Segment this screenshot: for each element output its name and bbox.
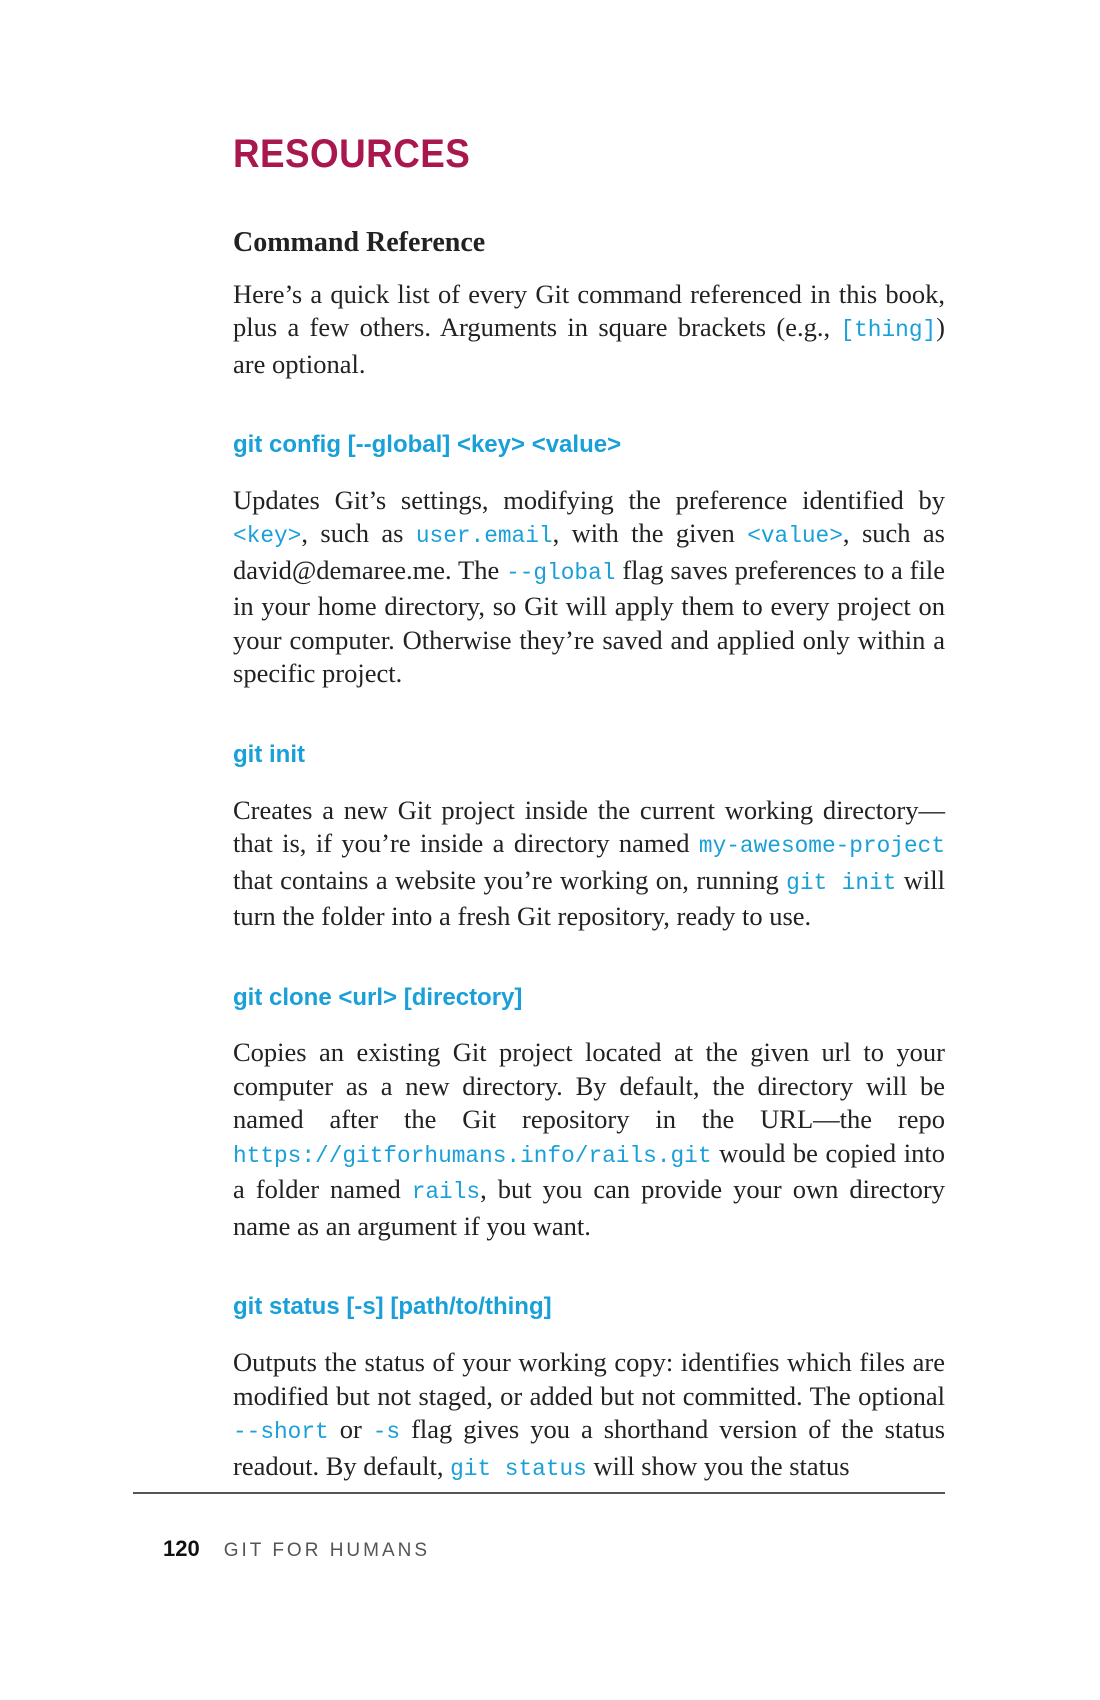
text-run: will turn the folder into a fresh Git repository, ready to use. (233, 864, 945, 932)
text-run: would be copied into a folder named (233, 1137, 945, 1205)
inline-code: --short (233, 1419, 329, 1446)
footer-divider (133, 1492, 945, 1494)
inline-code: git status (450, 1455, 587, 1482)
command-description (233, 484, 945, 691)
section-title: RESOURCES (233, 132, 471, 176)
inline-code: <value> (747, 523, 843, 550)
inline-code: my-awesome-project (698, 833, 945, 860)
inline-code: user.email (415, 523, 553, 550)
text-run: will show you the status (586, 1450, 850, 1481)
text-run: flag gives you a shorthand version of the status readout. By default, (233, 1414, 946, 1481)
text-run: flag saves preferences to a file in your home directory, so Git will apply them to every project on your computer. Otherwise they’re saved and applied only within a specific project. (233, 554, 945, 689)
text-run: Copies an existing Git project located at the given url to your computer as a new directory. By default, the directory will be named after the Git repository in the URL—the repo (233, 1037, 945, 1135)
running-title: GIT FOR HUMANS (223, 1540, 431, 1561)
command-description (233, 794, 945, 934)
command-entries (233, 431, 945, 1486)
text-run: , such as david@demaree.me. The (233, 518, 945, 585)
text-run: , with the given (552, 518, 748, 549)
inline-code: <key> (233, 523, 302, 550)
text-run: Creates a new Git project inside the current working directory—that is, if you’re inside a directory named (233, 794, 945, 859)
inline-code: git init (786, 869, 897, 896)
text-run: , such as (301, 518, 416, 549)
inline-code: --global (506, 559, 616, 586)
command-heading: git status [-s] [path/to/thing] (233, 1293, 552, 1321)
intro-paragraph (233, 278, 945, 382)
command-heading: git clone <url> [directory] (233, 983, 523, 1011)
command-description (233, 1036, 945, 1243)
command-heading: git config [--global] <key> <value> (233, 431, 622, 459)
text-run: Outputs the status of your working copy: identifies which files are modified but not staged, or added but not committed. The optional (233, 1347, 945, 1411)
text-run: that contains a website you’re working on, running (233, 864, 787, 895)
command-heading: git init (233, 740, 305, 768)
page-number: 120 (163, 1536, 200, 1561)
text-run: Here’s a quick list of every Git command referenced in this book, plus a few others. Arguments in square brackets (e.g., (233, 278, 945, 343)
subsection-title: Command Reference (233, 227, 486, 258)
text-run: , but you can provide your own directory name as an argument if you want. (233, 1174, 945, 1241)
text-run: or (328, 1414, 373, 1445)
page-footer (163, 1536, 430, 1564)
text-run: ) are optional. (233, 312, 945, 379)
inline-code: rails (411, 1179, 481, 1206)
inline-code: [thing] (840, 317, 937, 344)
inline-code: https://gitforhumans.info/rails.git (233, 1142, 712, 1169)
page-content (233, 130, 945, 1486)
command-description (233, 1346, 945, 1486)
text-run: Updates Git’s settings, modifying the preference identified by (233, 484, 945, 515)
inline-code: -s (372, 1419, 401, 1446)
